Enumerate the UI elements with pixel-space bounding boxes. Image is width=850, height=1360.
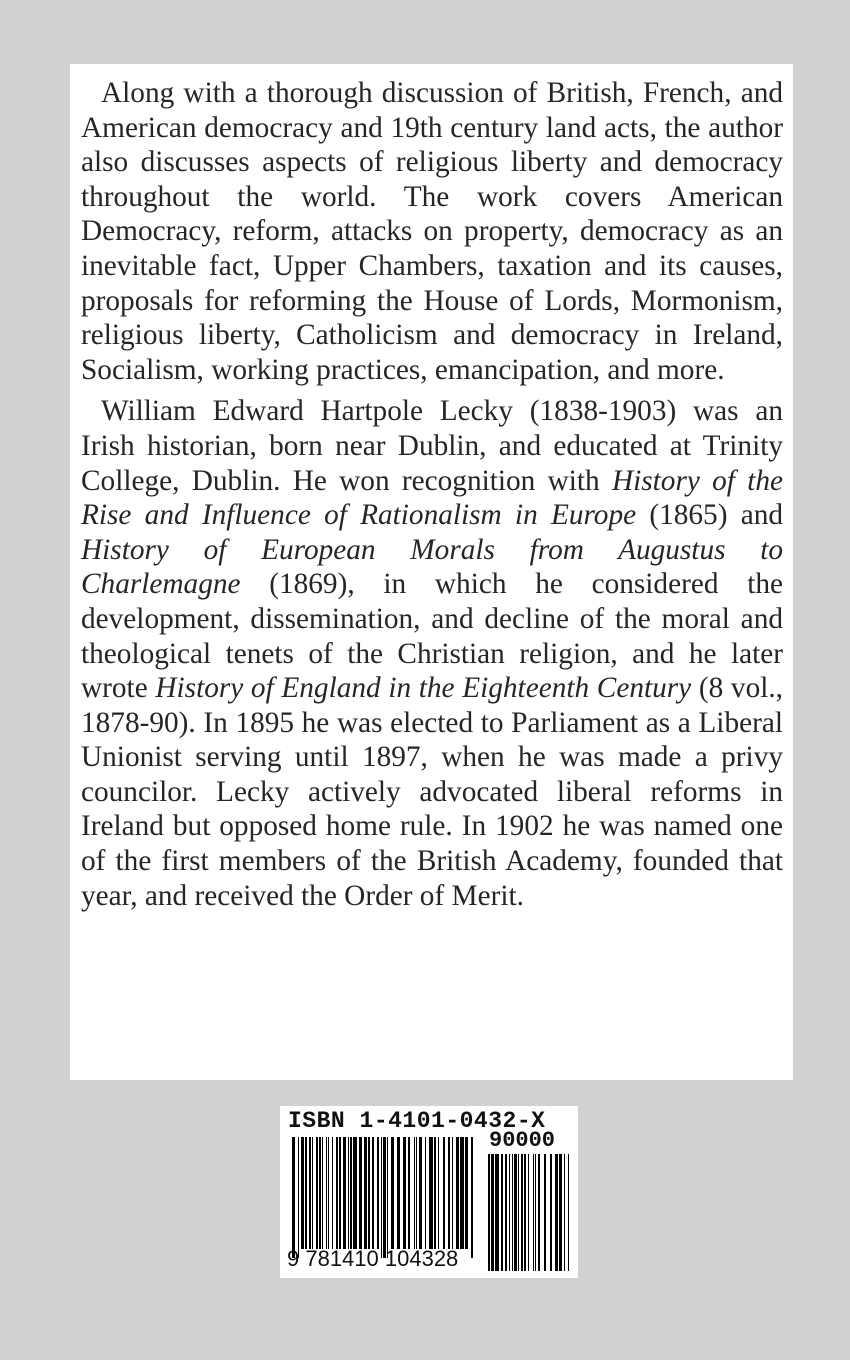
barcode-bar — [443, 1137, 445, 1249]
isbn-label: ISBN 1-4101-0432-X — [288, 1108, 546, 1134]
barcode-bar — [408, 1137, 410, 1249]
barcode-bar — [471, 1137, 473, 1258]
barcode-bar — [383, 1137, 386, 1258]
barcode-bar — [368, 1137, 370, 1249]
barcode-bar — [326, 1137, 327, 1249]
barcode-bar — [348, 1137, 349, 1249]
barcode-bar — [501, 1154, 503, 1271]
book-title-morals: History of European Morals from Augustus to Charlemagne — [81, 533, 783, 601]
barcode-bar — [414, 1137, 415, 1249]
barcode-bar — [350, 1137, 352, 1249]
barcode-bar — [312, 1137, 313, 1249]
barcode-bar — [434, 1137, 436, 1249]
barcode-bar — [343, 1137, 346, 1249]
barcode-bar — [568, 1154, 569, 1271]
barcode-bar — [512, 1154, 513, 1271]
ean-digits: 9 781410 104328 — [287, 1246, 459, 1271]
barcode-bar — [555, 1154, 558, 1271]
barcode-bar — [460, 1137, 464, 1249]
barcode-bar — [353, 1137, 357, 1249]
isbn-barcode — [280, 1106, 578, 1278]
barcode-bar — [465, 1137, 468, 1249]
description-paragraph-1: Along with a thorough discussion of British, French, and American democracy and 19th century land acts, the author also discusses aspects of religious liberty and democracy throughout the world. The work covers American Democracy, reform, attacks on property, democracy as an inevitable fact, Upper Chambers, taxation and its causes, proposals for reforming the House of Lords, Mormonism, religious liberty, Catholicism and democracy in Ireland, Socialism, working practices, emancipation, and more. — [81, 77, 783, 386]
barcode-bar — [491, 1154, 494, 1271]
book-title-rationalism: History of the Rise and Influence of Rationalism in Europe — [81, 464, 783, 532]
bio-text-2: (1865) and — [636, 499, 783, 532]
barcode-bar — [332, 1137, 333, 1249]
barcode-bar — [448, 1137, 450, 1249]
barcode-bar — [550, 1154, 552, 1271]
barcode-bar — [359, 1137, 362, 1249]
barcode-bar — [322, 1137, 323, 1249]
barcode-bar — [559, 1154, 562, 1271]
barcode-bar — [316, 1137, 318, 1249]
barcode-bar — [521, 1154, 523, 1271]
barcode-bar — [292, 1137, 295, 1258]
barcode-bar — [372, 1137, 374, 1249]
barcode-bar — [535, 1154, 536, 1271]
barcode-bar — [336, 1137, 338, 1249]
barcode-bar — [514, 1154, 517, 1271]
barcode-bar — [528, 1154, 529, 1271]
barcode-bar — [377, 1137, 379, 1249]
barcode-bar — [456, 1137, 459, 1249]
barcode-bar — [419, 1137, 422, 1249]
author-bio-paragraph — [81, 394, 783, 913]
book-title-england: History of England in the Eighteenth Century — [155, 672, 692, 705]
barcode-bar — [564, 1154, 565, 1271]
barcode-bar — [524, 1154, 526, 1271]
barcode-bar — [509, 1154, 510, 1271]
barcode-bar — [538, 1154, 540, 1271]
barcode-bar — [364, 1137, 367, 1249]
barcode-bar — [339, 1137, 341, 1249]
barcode-bar — [452, 1137, 453, 1249]
barcode-bar — [488, 1154, 490, 1271]
barcode-bar — [387, 1137, 388, 1258]
barcode-bar — [518, 1154, 519, 1271]
barcode-bar — [416, 1137, 417, 1249]
barcode-bar — [301, 1137, 304, 1249]
barcode-bar — [533, 1154, 534, 1271]
price-code: 90000 — [489, 1128, 556, 1153]
barcode-bar — [319, 1137, 321, 1249]
barcode-bar — [495, 1154, 499, 1271]
barcode-bar — [381, 1137, 382, 1258]
barcode-bar — [309, 1137, 311, 1249]
barcode-bar — [544, 1154, 546, 1271]
bio-text-4: (8 vol., 1878-90). In 1895 he was elected to Parliament as a Liberal Unionist serving until 1897, when he was made a privy councilor. Lecky actively advocated liberal reforms in Ireland but opposed home rule. In 1902 he was named one of the first members of the British Academy, founded that year, and received the Order of Merit. — [81, 672, 784, 912]
description-panel — [70, 64, 793, 1080]
barcode-bar — [438, 1137, 439, 1249]
barcode-bar — [429, 1137, 433, 1249]
barcode-bar — [397, 1137, 400, 1249]
barcode-bar — [391, 1137, 394, 1249]
bio-text-1: William Edward Hartpole Lecky (1838-1903) was an Irish historian, born near Dublin, and educated at Trinity College, Dublin. He won recognition with — [81, 395, 783, 497]
barcode-bar — [425, 1137, 426, 1249]
barcode-bar — [298, 1137, 299, 1258]
barcode-bar — [305, 1137, 307, 1249]
bio-text-3: (1869), in which he considered the development, dissemination, and decline of the moral and theological tenets of the Christian religion, and he later wrote — [81, 568, 783, 705]
barcode-bar — [505, 1154, 507, 1271]
barcode-bar — [403, 1137, 406, 1249]
barcode-bar — [328, 1137, 329, 1249]
